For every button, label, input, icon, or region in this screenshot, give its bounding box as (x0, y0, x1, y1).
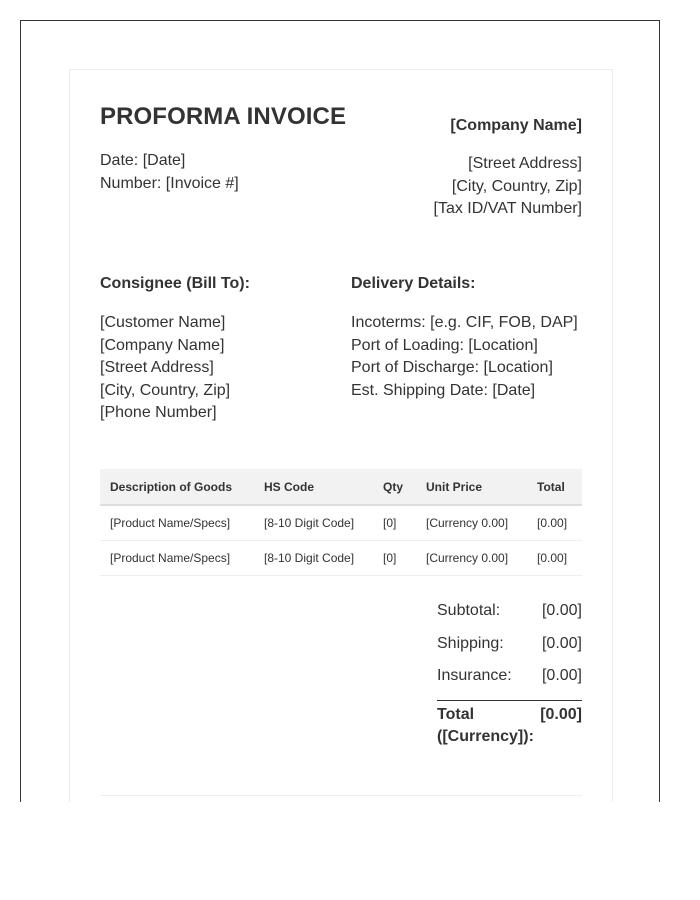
invoice-date: Date: [Date] (100, 152, 186, 169)
grand-total-label: Total ([Currency]): (437, 705, 534, 745)
delivery-heading: Delivery Details: (351, 275, 476, 292)
company-street: [Street Address] (468, 155, 582, 172)
company-name: [Company Name] (450, 117, 582, 134)
table-row (100, 505, 582, 541)
cell-qty: [0] (373, 505, 416, 541)
items-table (100, 469, 582, 576)
company-tax-id: [Tax ID/VAT Number] (433, 200, 582, 217)
company-info (434, 116, 582, 221)
consignee-street: [Street Address] (100, 359, 214, 376)
delivery-shipping-date: Est. Shipping Date: [Date] (351, 381, 536, 399)
insurance-label: Insurance: (437, 667, 512, 684)
delivery-block (351, 274, 591, 402)
totals-block (437, 600, 582, 748)
insurance-row (437, 665, 582, 698)
consignee-company-name: [Company Name] (100, 336, 225, 354)
column-header-total: Total (527, 469, 582, 505)
shipping-label: Shipping: (437, 634, 504, 652)
consignee-block (100, 274, 340, 425)
column-header-hs-code: HS Code (254, 469, 373, 505)
delivery-port-of-discharge: Port of Discharge: [Location] (351, 359, 553, 376)
delivery-port-of-loading: Port of Loading: [Location] (351, 336, 538, 354)
invoice-meta (100, 150, 239, 195)
column-header-description: Description of Goods (100, 469, 254, 505)
subtotal-label: Subtotal: (437, 602, 501, 619)
consignee-phone: [Phone Number] (100, 404, 217, 421)
table-row (100, 541, 582, 576)
cell-total: [0.00] (527, 541, 582, 576)
cell-hs-code: [8-10 Digit Code] (254, 505, 373, 541)
items-table-header-row (100, 469, 582, 505)
shipping-value: [0.00] (541, 634, 582, 652)
consignee-city: [City, Country, Zip] (100, 381, 231, 399)
column-header-qty: Qty (373, 469, 416, 505)
footer-divider (100, 795, 582, 796)
insurance-value: [0.00] (541, 667, 582, 684)
delivery-incoterms: Incoterms: [e.g. CIF, FOB, DAP] (351, 314, 578, 331)
column-header-unit-price: Unit Price (416, 469, 527, 505)
invoice-title: PROFORMA INVOICE (100, 103, 347, 130)
consignee-heading: Consignee (Bill To): (100, 275, 250, 292)
document-frame (20, 20, 660, 802)
invoice-page (69, 69, 613, 802)
cell-description: [Product Name/Specs] (100, 505, 254, 541)
cell-unit-price: [Currency 0.00] (416, 505, 527, 541)
company-city: [City, Country, Zip] (451, 177, 582, 195)
grand-total-value: [0.00] (540, 705, 582, 723)
subtotal-value: [0.00] (541, 602, 582, 619)
consignee-customer-name: [Customer Name] (100, 314, 226, 331)
cell-qty: [0] (373, 541, 416, 576)
cell-hs-code: [8-10 Digit Code] (254, 541, 373, 576)
grand-total-row (437, 700, 582, 748)
subtotal-row (437, 600, 582, 633)
shipping-row (437, 633, 582, 666)
cell-unit-price: [Currency 0.00] (416, 541, 527, 576)
cell-total: [0.00] (527, 505, 582, 541)
invoice-number: Number: [Invoice #] (100, 174, 239, 192)
cell-description: [Product Name/Specs] (100, 541, 254, 576)
